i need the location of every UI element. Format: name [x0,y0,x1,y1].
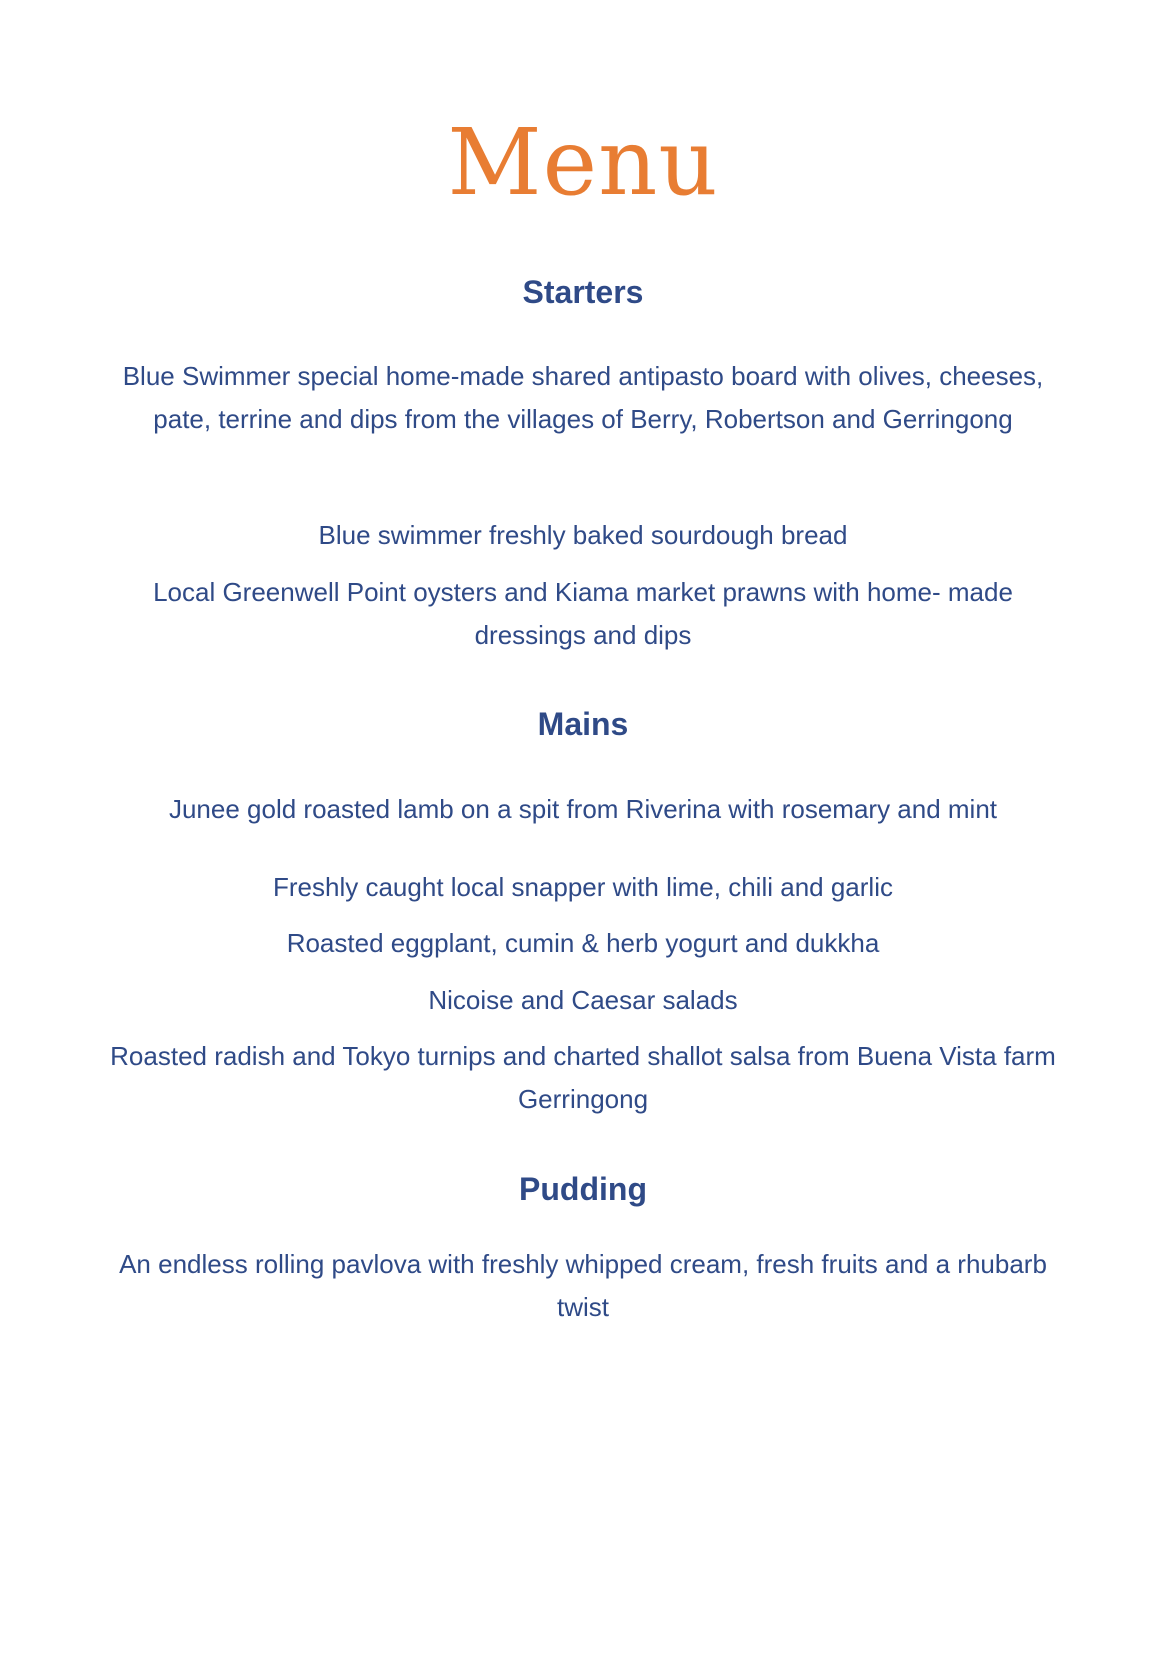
menu-item: Local Greenwell Point oysters and Kiama market prawns with home- made dressings and dips [153,577,1013,650]
section-heading-starters: Starters [522,274,644,310]
menu-item: An endless rolling pavlova with freshly whipped cream, fresh fruits and a rhubarb twist [119,1249,1047,1322]
menu-item: Freshly caught local snapper with lime, chili and garlic [273,872,893,902]
menu-item: Junee gold roasted lamb on a spit from Riverina with rosemary and mint [168,794,998,824]
section-heading-mains: Mains [537,706,629,742]
menu-item: Roasted eggplant, cumin & herb yogurt and dukkha [286,928,880,958]
section-heading-pudding: Pudding [519,1171,647,1207]
menu-item: Roasted radish and Tokyo turnips and charted shallot salsa from Buena Vista farm Gerringong [110,1041,1056,1114]
menu-title: Menu [447,109,719,216]
menu-item: Blue swimmer freshly baked sourdough bread [318,520,848,550]
menu-item: Blue Swimmer special home-made shared antipasto board with olives, cheeses, pate, terrine and dips from the villages of Berry, Robertson and Gerringong [122,361,1044,434]
menu-item: Nicoise and Caesar salads [428,985,738,1015]
